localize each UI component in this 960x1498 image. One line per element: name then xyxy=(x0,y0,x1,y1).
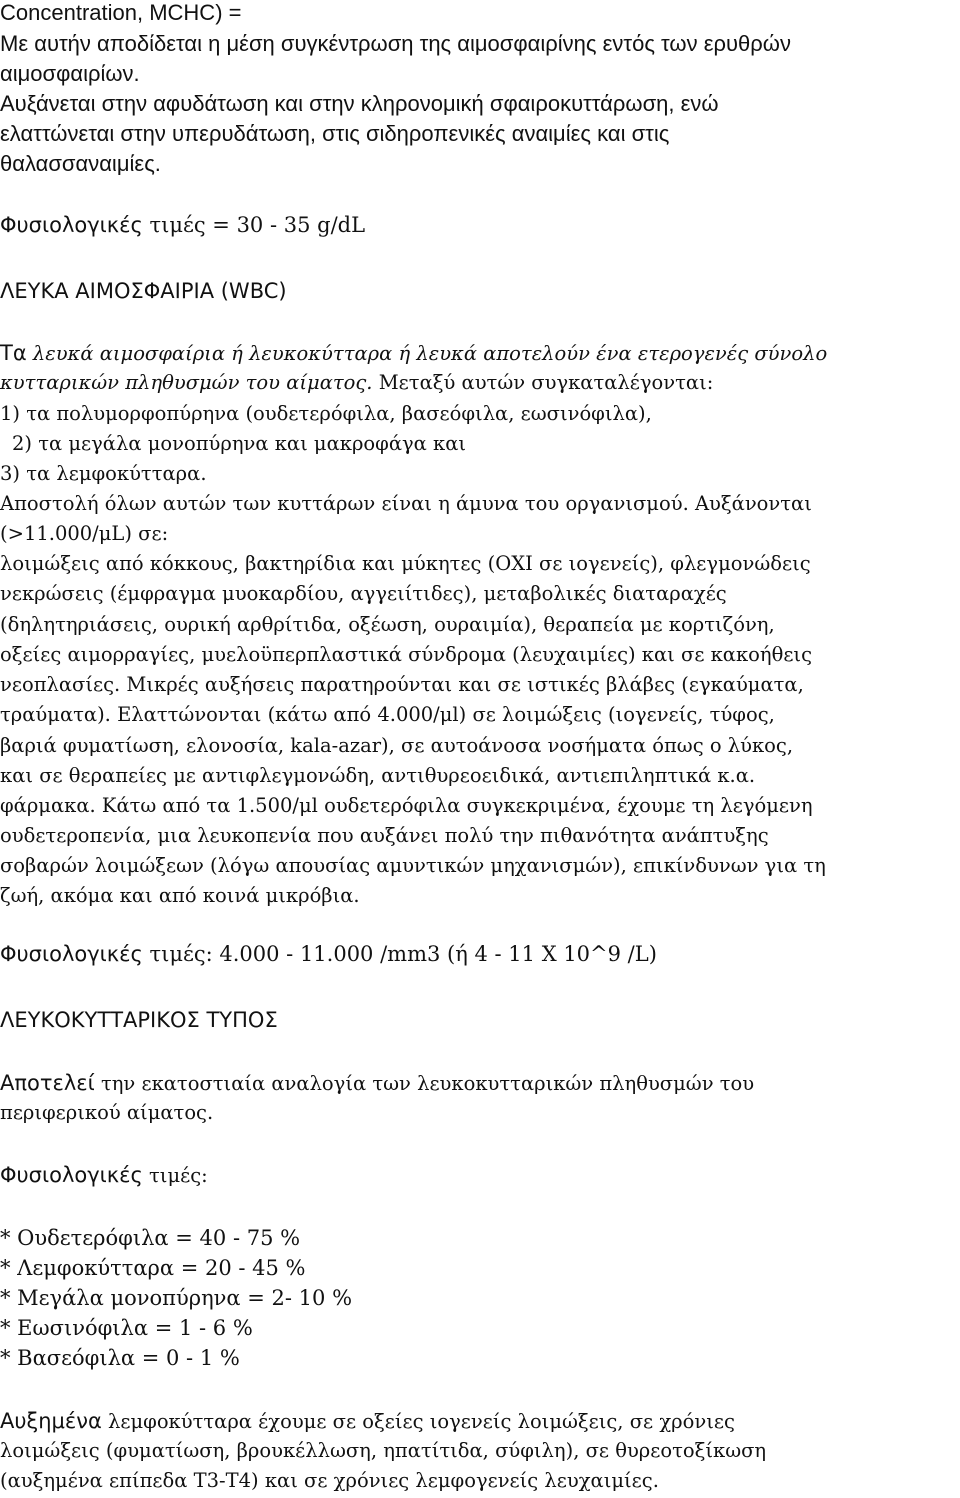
formula-lead-word: Αποτελεί xyxy=(0,1071,95,1095)
formula-text-line: (αυξημένα επίπεδα Τ3-Τ4) και σε χρόνιες λεμφογενείς λευχαιμίες. xyxy=(0,1469,659,1492)
wbc-text-line: τραύματα). Ελαττώνονται (κάτω από 4.000/μl) σε λοιμώξεις (ιογενείς, τύφος, xyxy=(0,703,775,726)
normal-values-text: τιμές: xyxy=(142,1164,208,1187)
formula-text: την εκατοστιαία αναλογία των λευκοκυτταρικών πληθυσμών του xyxy=(94,1072,755,1095)
wbc-text-line xyxy=(0,373,713,393)
wbc-list-item: 2) τα μεγάλα μονοπύρηνα και μακροφάγα και xyxy=(12,432,467,455)
mchc-text-line: θαλασσαναιμίες. xyxy=(0,151,161,176)
formula-text-line: λοιμώξεις (φυματίωση, βρουκέλλωση, ηπατίτιδα, σύφιλη), σε θυρεοτοξίκωση xyxy=(0,1439,767,1462)
wbc-text-line: οξείες αιμορραγίες, μυελοϋπερπλαστικά σύνδρομα (λευχαιμίες) και σε κακοήθεις xyxy=(0,643,812,666)
wbc-text-line: ουδετεροπενία, μια λευκοπενία που αυξάνει πολύ την πιθανότητα ανάπτυξης xyxy=(0,824,769,847)
mchc-text-line: Με αυτήν αποδίδεται η μέση συγκέντρωση της αιμοσφαιρίνης εντός των ερυθρών xyxy=(0,31,791,56)
mchc-text-line: αιμοσφαιρίων. xyxy=(0,61,140,86)
formula-text-line: περιφερικού αίματος. xyxy=(0,1101,214,1124)
wbc-text-line: νεκρώσεις (έμφραγμα μυοκαρδίου, αγγειίτιδες), μεταβολικές διαταραχές xyxy=(0,582,727,605)
wbc-text-line: Αποστολή όλων αυτών των κυττάρων είναι η άμυνα του οργανισμού. Αυξάνονται xyxy=(0,492,812,515)
wbc-text: λευκά αιμοσφαίρια ή λευκοκύτταρα ή λευκά αποτελούν ένα ετερογενές σύνολο xyxy=(26,342,828,365)
mchc-normal-values xyxy=(0,215,365,236)
formula-value-item: * Λεμφοκύτταρα = 20 - 45 % xyxy=(0,1256,306,1280)
normal-values-text: τιμές: 4.000 - 11.000 /mm3 (ή 4 - 11 X 10^9 /L) xyxy=(142,942,657,966)
wbc-text-line xyxy=(0,343,827,364)
formula-text-line xyxy=(0,1073,754,1094)
formula-normal-values xyxy=(0,1165,208,1186)
wbc-text-line: νεοπλασίες. Μικρές αυξήσεις παρατηρούνται και σε ιστικές βλάβες (εγκαύματα, xyxy=(0,673,804,696)
mchc-text-line: Αυξάνεται στην αφυδάτωση και στην κληρονομική σφαιροκυττάρωση, ενώ xyxy=(0,91,719,116)
wbc-list-item: 1) τα πολυμορφοπύρηνα (ουδετερόφιλα, βασεόφιλα, εωσινόφιλα), xyxy=(0,402,652,425)
formula-heading: ΛΕΥΚΟΚΥΤΤΑΡΙΚΟΣ ΤΥΠΟΣ xyxy=(0,1008,278,1032)
formula-text: λεμφοκύτταρα έχουμε σε οξείες ιογενείς λοιμώξεις, σε χρόνιες xyxy=(101,1410,735,1433)
formula-value-item: * Μεγάλα μονοπύρηνα = 2- 10 % xyxy=(0,1286,353,1310)
wbc-lead-word: Τα xyxy=(0,341,27,365)
wbc-text-line: (>11.000/μL) σε: xyxy=(0,522,169,545)
wbc-text-line: φάρμακα. Κάτω από τα 1.500/μl ουδετερόφιλα συγκεκριμένα, έχουμε τη λεγόμενη xyxy=(0,794,813,817)
wbc-text-line: λοιμώξεις από κόκκους, βακτηρίδια και μύκητες (ΟΧΙ σε ιογενείς), φλεγμονώδεις xyxy=(0,552,811,575)
wbc-text-italic: κυτταρικών πληθυσμών του αίματος. xyxy=(0,371,373,394)
wbc-list-item: 3) τα λεμφοκύτταρα. xyxy=(0,462,207,485)
formula-value-item: * Βασεόφιλα = 0 - 1 % xyxy=(0,1346,240,1370)
formula-lead-word: Αυξημένα xyxy=(0,1409,102,1433)
formula-value-item: * Ουδετερόφιλα = 40 - 75 % xyxy=(0,1226,301,1250)
wbc-text-line: και σε θεραπείες με αντιφλεγμονώδη, αντιθυρεοειδικά, αντιεπιληπτικά κ.α. xyxy=(0,764,756,787)
wbc-normal-values xyxy=(0,944,657,965)
normal-values-label: Φυσιολογικές xyxy=(0,1163,143,1187)
wbc-heading: ΛΕΥΚΑ ΑΙΜΟΣΦΑΙΡΙΑ (WBC) xyxy=(0,279,287,303)
normal-values-label: Φυσιολογικές xyxy=(0,942,143,966)
formula-value-item: * Εωσινόφιλα = 1 - 6 % xyxy=(0,1316,253,1340)
normal-values-text: τιμές = 30 - 35 g/dL xyxy=(142,213,366,237)
normal-values-label: Φυσιολογικές xyxy=(0,213,143,237)
formula-text-line xyxy=(0,1411,735,1432)
wbc-text-line: βαριά φυματίωση, ελονοσία, kala-azar), σε αυτοάνοσα νοσήματα όπως ο λύκος, xyxy=(0,734,794,757)
wbc-text-line: (δηλητηριάσεις, ουρική αρθρίτιδα, οξέωση, ουραιμία), θεραπεία με κορτιζόνη, xyxy=(0,613,775,636)
wbc-text-line: σοβαρών λοιμώξεων (λόγω απουσίας αμυντικών μηχανισμών), επικίνδυνων για τη xyxy=(0,854,826,877)
wbc-text-line: ζωή, ακόμα και από κοινά μικρόβια. xyxy=(0,884,360,907)
wbc-text: Μεταξύ αυτών συγκαταλέγονται: xyxy=(372,371,714,394)
mchc-text-line: ελαττώνεται στην υπερυδάτωση, στις σιδηροπενικές αναιμίες και στις xyxy=(0,121,670,146)
mchc-title-line: Concentration, MCHC) = xyxy=(0,0,242,25)
